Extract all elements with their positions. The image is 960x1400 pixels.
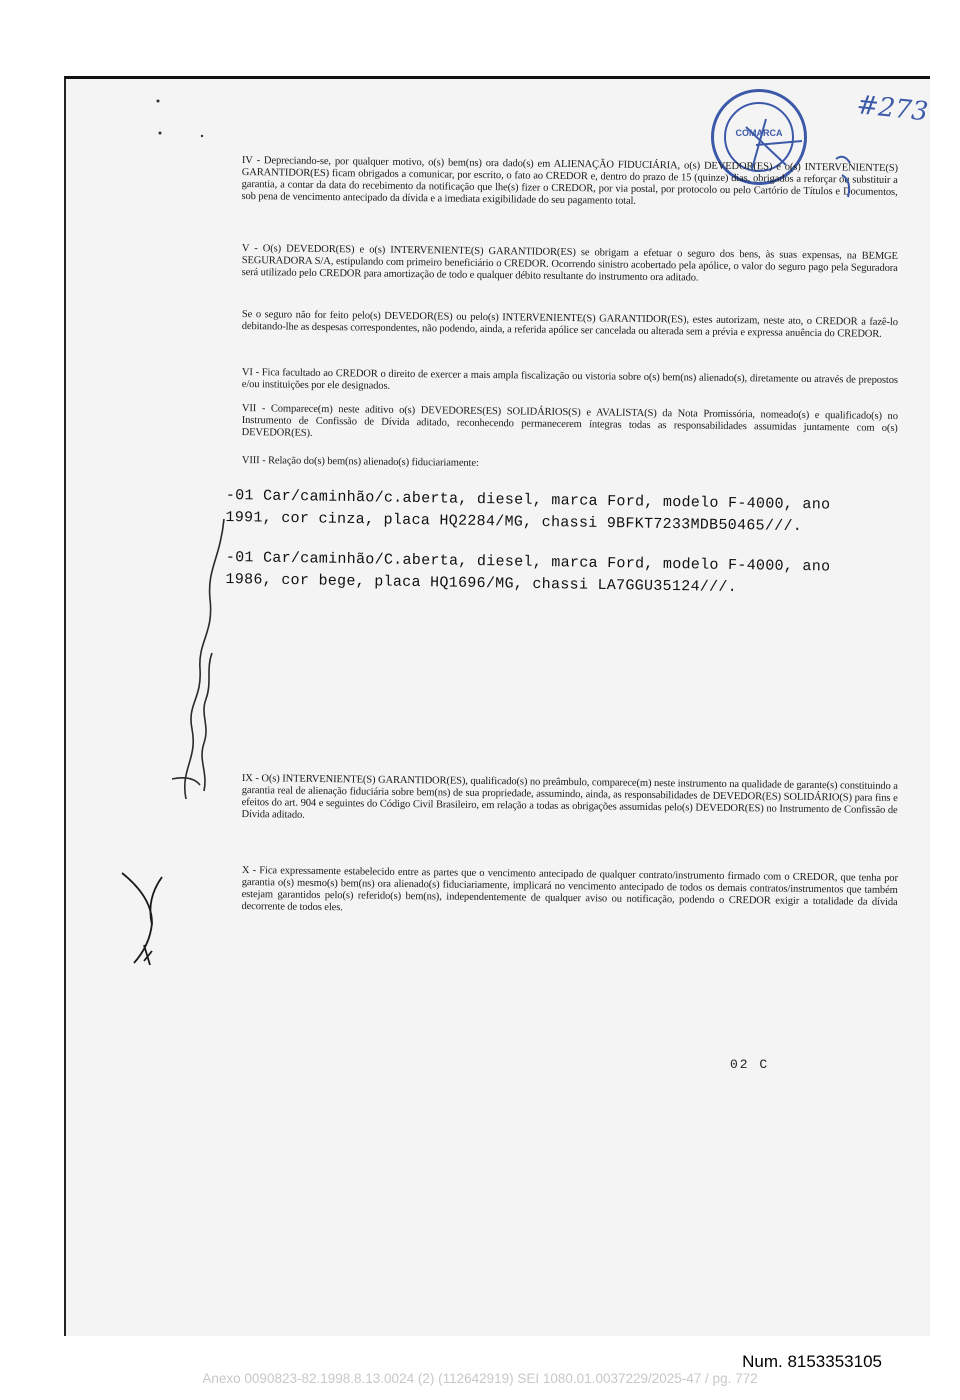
clause-v: V - O(s) DEVEDOR(ES) e o(s) INTERVENIENTE(S) GARANTIDOR(ES) se obrigam a efetuar o seguro dos bens, às suas expensas, na BEMGE SEGURADORA S/A, estipulando com primeiro beneficiário o CREDOR. Ocorrendo sinistro acobertado pela apólice, o valor do seguro pago pela Seguradora será utilizado pelo CREDOR para amortização de todo e qualquer débito resultante do instrumento ora aditado. bbox=[241, 243, 898, 284]
initials-mark bbox=[836, 157, 850, 197]
scanned-page bbox=[64, 76, 930, 1336]
clause-v-insurance: Se o seguro não for feito pelo(s) DEVEDOR(ES) ou pelo(s) INTERVENIENTE(S) GARANTIDOR(ES), estes autorizam, neste ato, o CREDOR a fazê-lo debitando-lhe as despesas correspondentes, não podendo, ainda, a referida apólice ser cancelada ou alterada sem a prévia e expressa anuência do CREDOR. bbox=[241, 309, 898, 340]
footer-document-number: Num. 8153353105 bbox=[742, 1352, 882, 1371]
clause-vii: VII - Comparece(m) neste aditivo o(s) DEVEDORES(ES) SOLIDÁRIOS(S) e AVALISTA(S) da Nota Promissória, nomeado(s) e qualificado(s) no Instrumento de Confissão de Dívida aditado, reconhecendo permanecerem íntegras todas as responsabilidades assumidas juntamente com o(s) DEVEDOR(ES). bbox=[241, 403, 898, 439]
clause-ix: IX - O(s) INTERVENIENTE(S) GARANTIDOR(ES), qualificado(s) no preâmbulo, comparece(m) neste instrumento na qualidade de garante(s) constituindo a garantia real de alienação fiduciária sobre bem(ns) de sua propriedade, assumindo, ainda, as responsabilidades de DEVEDOR(ES) SOLIDÁRIO(S) para fins e efeitos do art. 904 e seguintes do Código Civil Brasileiro, em relação a todas as obrigações assumidas pelo(s) DEVEDOR(ES) no Instrumento de Confissão de Dívida aditado. bbox=[241, 773, 898, 821]
margin-dots bbox=[157, 100, 204, 138]
footer-reference-line: Anexo 0090823-82.1998.8.13.0024 (2) (112642919) SEI 1080.01.0037229/2025-47 / pg. 772 bbox=[202, 1371, 758, 1386]
stamp-text: COMARCA bbox=[735, 128, 783, 138]
vehicle-item-1-line-1: -01 Car/caminhão/c.aberta, diesel, marca Ford, modelo F-4000, ano bbox=[225, 486, 831, 514]
page-code: 02 C bbox=[730, 1057, 770, 1072]
side-strokes bbox=[122, 873, 162, 965]
clause-iv: IV - Depreciando-se, por qualquer motivo, o(s) bem(ns) ora dado(s) em ALIENAÇÃO FIDUCIÁRIA, o(s) DEVEDOR(ES) e o(s) INTERVENIENTE(S) GARANTIDOR(ES) ficam obrigados a comunicar, por escrito, o fato ao CREDOR e, dentro do prazo de 15 (quinze) dias, obrigados a reforçar ou substituir a garantia, a contar da data do recebimento da notificação que lhe(s) fizer o CREDOR, por via postal, por protocolo ou pelo Cartório de Títulos e Documentos, sob pena de vencimento antecipado da dívida e a imediata exigibilidade do seu pagamento total. bbox=[241, 155, 898, 207]
vehicle-item-2-line-1: -01 Car/caminhão/C.aberta, diesel, marca Ford, modelo F-4000, ano bbox=[225, 548, 831, 576]
clause-x: X - Fica expressamente estabelecido entre as partes que o vencimento antecipado de qualquer contrato/instrumento firmado com o CREDOR, que tenha por garantia o(s) mesmo(s) bem(ns) ora alienado(s) fiduciariamente, implicará no vencimento antecipado de todos os demais contratos/instrumentos que também estejam garantidos pelo(s) referido(s) bem(ns), independentemente de qualquer aviso ou notificação, podendo o CREDOR exigir a totalidade da dívida decorrente de todos eles. bbox=[241, 865, 898, 914]
vehicle-item-2-line-2: 1986, cor bege, placa HQ1696/MG, chassi LA7GGU35124///. bbox=[225, 570, 738, 597]
vehicle-item-1-line-2: 1991, cor cinza, placa HQ2284/MG, chassi 9BFKT7233MDB50465///. bbox=[225, 508, 803, 536]
clause-viii: VIII - Relação do(s) bem(ns) alienado(s) fiduciariamente: bbox=[241, 455, 479, 469]
vertical-signature bbox=[172, 519, 224, 799]
stamp-signature-scribble bbox=[746, 119, 802, 169]
annotation-number-273 bbox=[855, 90, 929, 127]
clause-vi: VI - Fica facultado ao CREDOR o direito de exercer a mais ampla fiscalização ou vistoria sobre o(s) bem(ns) alienado(s), diretamente ou através de prepostos e/ou instituições por ele designados. bbox=[241, 367, 898, 392]
handwriting-layer bbox=[66, 79, 930, 1336]
svg-text:#273: #273 bbox=[855, 90, 930, 128]
